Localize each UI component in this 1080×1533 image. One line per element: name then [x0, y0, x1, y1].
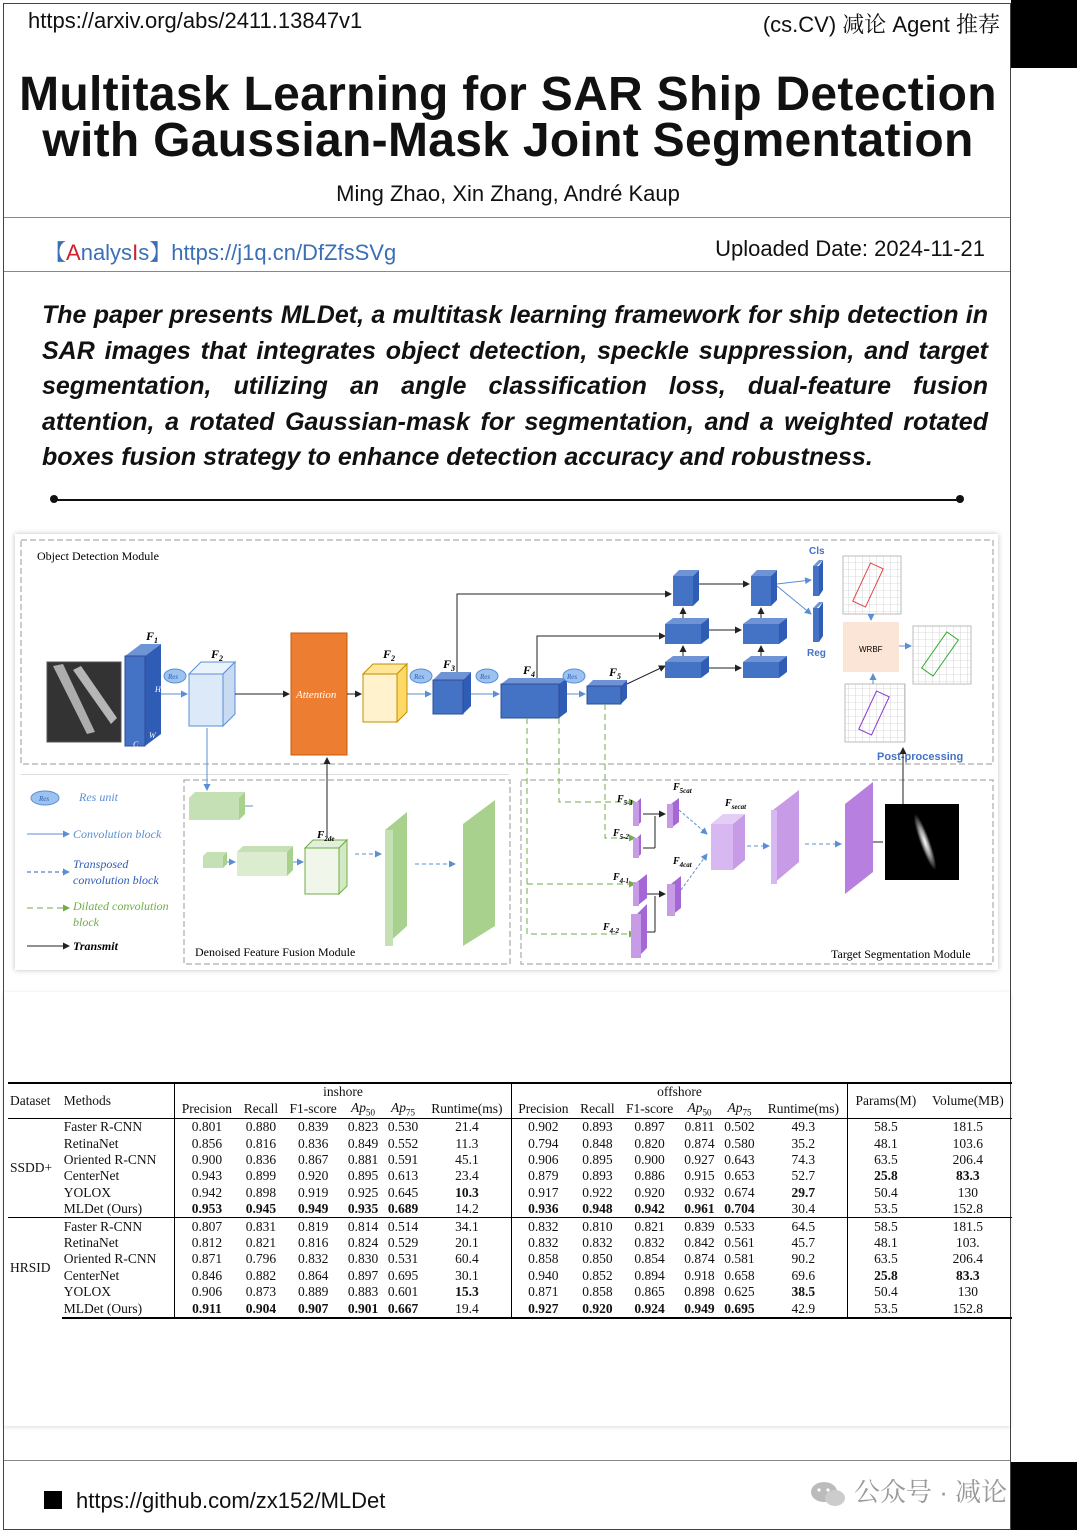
svg-text:Convolution block: Convolution block: [73, 827, 162, 841]
f2-feature-block: [189, 647, 235, 726]
table-cell: 0.830: [347, 1251, 379, 1267]
table-cell: 130: [957, 1184, 978, 1200]
table-cell: 0.625: [724, 1284, 755, 1300]
title-line-2: with Gaussian-Mask Joint Segmentation: [42, 114, 974, 167]
table-cell: 0.533: [719, 1218, 759, 1235]
table-cell: 0.836: [245, 1152, 277, 1168]
table-cell: 0.900: [191, 1152, 223, 1168]
svg-text:Transmit: Transmit: [73, 939, 118, 953]
table-cell: 0.530: [383, 1119, 423, 1136]
table-cell: 0.906: [191, 1284, 223, 1300]
table-cell: 0.883: [347, 1284, 379, 1300]
table-cell: 0.880: [239, 1119, 284, 1136]
table-cell: 0.653: [724, 1168, 755, 1184]
table-cell: 0.881: [347, 1152, 379, 1168]
table-row: [8, 1185, 1012, 1201]
table-cell: 83.3: [956, 1168, 980, 1184]
paper-authors: Ming Zhao, Xin Zhang, André Kaup: [336, 181, 680, 206]
table-cell: 0.924: [620, 1300, 680, 1317]
table-cell: 0.850: [582, 1251, 613, 1267]
github-url[interactable]: https://github.com/zx152/MLDet: [76, 1488, 386, 1513]
svg-text:convolution block: convolution block: [73, 873, 159, 887]
table-row: [8, 1201, 1012, 1218]
svg-text:Res: Res: [39, 795, 50, 803]
f5-feature-block: [587, 665, 627, 704]
table-cell: 0.900: [634, 1152, 665, 1168]
table-cell: 0.816: [297, 1235, 329, 1250]
table-cell: 0.831: [239, 1218, 284, 1235]
table-cell: 0.927: [684, 1152, 715, 1168]
table-cell: 0.674: [724, 1184, 755, 1200]
architecture-figure: [15, 534, 998, 970]
table-cell: 0.814: [343, 1218, 383, 1235]
table-cell: 0.821: [620, 1218, 680, 1235]
subheader-offshore-5: Runtime(ms): [759, 1100, 847, 1118]
table-cell: 0.911: [175, 1300, 239, 1317]
table-cell: 15.3: [423, 1284, 511, 1300]
method-name: Faster R-CNN: [62, 1119, 175, 1136]
table-cell: 0.643: [724, 1152, 755, 1168]
table-row: [8, 1119, 1012, 1136]
svg-text:C: C: [133, 740, 139, 749]
table-cell: 0.898: [245, 1184, 277, 1200]
table-cell: 0.893: [575, 1119, 620, 1136]
category-label: (cs.CV) 减论 Agent 推荐: [762, 12, 1000, 37]
table-cell: 0.867: [297, 1152, 329, 1168]
segmentation-module-label: Target Segmentation Module: [831, 947, 971, 961]
svg-text:block: block: [73, 915, 99, 929]
table-cell: 0.953: [191, 1201, 223, 1217]
table-cell: 58.5: [848, 1218, 924, 1235]
table-cell: 0.906: [528, 1152, 559, 1168]
svg-text:F1: $F_1$: [146, 629, 159, 645]
table-cell: 103.: [956, 1235, 980, 1250]
method-name: YOLOX: [62, 1185, 175, 1201]
table-cell: 29.7: [759, 1185, 847, 1201]
table-cell: 25.8: [874, 1267, 898, 1283]
table-cell: 0.942: [634, 1201, 665, 1217]
table-cell: 0.832: [511, 1218, 575, 1235]
divider-dot-left: [50, 495, 58, 503]
table-cell: 0.816: [245, 1135, 277, 1151]
table-cell: 0.935: [347, 1201, 379, 1217]
grid-cls: [843, 556, 901, 614]
subheader-inshore-2: F1-score: [283, 1100, 343, 1118]
table-cell: 0.894: [634, 1267, 665, 1283]
dataset-name: HRSID: [8, 1218, 62, 1318]
table-cell: 152.8: [924, 1300, 1012, 1317]
f2-prime-feature-block: [363, 647, 407, 722]
table-cell: 58.5: [848, 1119, 924, 1136]
table-cell: 52.7: [759, 1168, 847, 1184]
table-cell: 34.1: [423, 1218, 511, 1235]
table-cell: 0.864: [297, 1267, 329, 1283]
table-cell: 0.895: [582, 1152, 613, 1168]
rule-1: [4, 217, 1010, 218]
table-cell: 0.848: [582, 1135, 613, 1151]
table-cell: 74.3: [759, 1152, 847, 1168]
table-cell: 206.4: [952, 1251, 984, 1267]
corner-tab-bottom: [1011, 1462, 1077, 1530]
table-cell: 0.531: [387, 1251, 419, 1267]
svg-text:Res: Res: [480, 673, 491, 681]
table-cell: 0.824: [347, 1235, 379, 1250]
svg-text:Dilated convolution: Dilated convolution: [73, 899, 169, 913]
table-cell: 0.897: [347, 1267, 379, 1283]
table-cell: 30.4: [759, 1201, 847, 1218]
table-cell: 0.915: [684, 1168, 715, 1184]
svg-text:Res unit: Res unit: [79, 790, 118, 804]
section-divider: [54, 499, 960, 501]
table-cell: 35.2: [759, 1135, 847, 1151]
results-table-panel: [4, 992, 1010, 1426]
table-cell: 0.695: [387, 1267, 419, 1283]
svg-text:Reg: Reg: [807, 648, 826, 659]
table-cell: 0.893: [582, 1168, 613, 1184]
table-cell: 0.943: [191, 1168, 223, 1184]
table-cell: 0.871: [191, 1251, 223, 1267]
table-cell: 50.4: [874, 1284, 898, 1300]
table-cell: 0.689: [387, 1201, 419, 1217]
table-cell: 0.907: [283, 1300, 343, 1317]
detection-module-label: Object Detection Module: [37, 549, 159, 563]
table-row: [8, 1152, 1012, 1168]
table-cell: 0.794: [528, 1135, 559, 1151]
table-cell: 0.948: [582, 1201, 613, 1217]
table-cell: 0.514: [383, 1218, 423, 1235]
svg-text:Transposed: Transposed: [73, 857, 129, 871]
table-row: [8, 1251, 1012, 1267]
method-name: MLDet (Ours): [62, 1300, 175, 1317]
detection-head-blocks: [665, 570, 787, 678]
table-cell: 0.918: [684, 1267, 715, 1283]
method-name: CenterNet: [62, 1268, 175, 1284]
table-cell: 0.832: [297, 1251, 329, 1267]
table-cell: 0.849: [347, 1135, 379, 1151]
method-name: MLDet (Ours): [62, 1201, 175, 1218]
svg-text:F5-1: $F_{5-1}$: [617, 794, 634, 807]
subheader-inshore-4: $Ap_{75}$: [383, 1100, 423, 1118]
table-row: [8, 1268, 1012, 1284]
table-cell: 0.704: [724, 1201, 755, 1217]
table-cell: 0.832: [528, 1235, 559, 1250]
table-cell: 0.601: [387, 1284, 419, 1300]
segmentation-blocks: [631, 782, 873, 958]
table-cell: 0.667: [383, 1300, 423, 1317]
svg-text:F2: $F_2$: [211, 647, 224, 663]
method-name: Faster R-CNN: [62, 1218, 175, 1235]
table-cell: 0.819: [283, 1218, 343, 1235]
table-cell: 0.886: [634, 1168, 665, 1184]
group-offshore: offshore: [511, 1083, 847, 1100]
table-cell: 0.902: [511, 1119, 575, 1136]
table-cell: 0.897: [620, 1119, 680, 1136]
wechat-icon: [810, 1481, 846, 1507]
table-cell: 0.927: [511, 1300, 575, 1317]
table-cell: 53.5: [874, 1201, 898, 1217]
table-cell: 0.949: [679, 1300, 719, 1317]
table-cell: 0.932: [684, 1184, 715, 1200]
table-cell: 0.839: [283, 1119, 343, 1136]
fusion-blocks: [189, 792, 495, 946]
table-cell: 25.8: [874, 1168, 898, 1184]
table-cell: 0.502: [719, 1119, 759, 1136]
table-cell: 0.836: [297, 1135, 329, 1151]
table-cell: 0.796: [245, 1251, 277, 1267]
table-cell: 0.919: [297, 1184, 329, 1200]
table-cell: 0.613: [387, 1168, 419, 1184]
table-cell: 14.2: [423, 1201, 511, 1218]
table-cell: 83.3: [956, 1267, 980, 1283]
divider-dot-right: [956, 495, 964, 503]
svg-text:WRBF: WRBF: [859, 645, 883, 654]
table-cell: 0.904: [239, 1300, 284, 1317]
f3-feature-block: [433, 657, 471, 714]
svg-text:F5cat: $F_{5cat}$: [673, 782, 692, 795]
svg-text:Attention: Attention: [296, 689, 337, 701]
table-cell: 0.856: [191, 1135, 223, 1151]
table-cell: 181.5: [924, 1119, 1012, 1136]
table-cell: 0.645: [387, 1184, 419, 1200]
corner-tab-top: [1011, 0, 1077, 68]
table-cell: 10.3: [423, 1185, 511, 1201]
svg-text:F3: $F_3$: [443, 657, 456, 673]
f1-feature-block: [125, 629, 162, 749]
table-cell: 48.1: [874, 1235, 898, 1250]
table-cell: 0.942: [191, 1184, 223, 1200]
table-cell: 0.561: [724, 1235, 755, 1250]
table-cell: 0.873: [245, 1284, 277, 1300]
table-cell: 53.5: [848, 1300, 924, 1317]
table-cell: 0.832: [582, 1235, 613, 1250]
analysis-link[interactable]: 【AnalysIs】https://j1q.cn/DfZfsSVg: [44, 240, 397, 265]
abstract-summary: The paper presents MLDet, a multitask learning framework for ship detection in SAR images that integrates object detection, speckle suppression, and target segmentation, utilizing an angle classification loss, dual-feature fusion attention, a rotated Gaussian-mask for segmentation, and a weighted rotated boxes fusion strategy to enhance detection accuracy and robustness.: [42, 301, 988, 472]
table-cell: 0.925: [347, 1184, 379, 1200]
svg-text:Res: Res: [168, 673, 179, 681]
table-cell: 0.917: [528, 1184, 559, 1200]
uploaded-date: Uploaded Date: 2024-11-21: [715, 236, 985, 261]
title-line-1: Multitask Learning for SAR Ship Detection: [19, 68, 997, 121]
table-cell: 0.882: [245, 1267, 277, 1283]
svg-text:Res: Res: [414, 673, 425, 681]
table-cell: 0.922: [582, 1184, 613, 1200]
method-name: RetinaNet: [62, 1235, 175, 1251]
table-cell: 0.552: [387, 1135, 419, 1151]
table-cell: 0.920: [297, 1168, 329, 1184]
table-cell: 0.839: [679, 1218, 719, 1235]
table-cell: 23.4: [423, 1168, 511, 1184]
table-cell: 130: [957, 1284, 978, 1300]
table-cell: 60.4: [423, 1251, 511, 1267]
table-cell: 63.5: [874, 1152, 898, 1168]
fusion-module-label: Denoised Feature Fusion Module: [195, 945, 356, 959]
svg-text:W: W: [149, 731, 156, 740]
table-cell: 19.4: [423, 1300, 511, 1317]
table-cell: 42.9: [759, 1300, 847, 1317]
dataset-name: SSDD+: [8, 1119, 62, 1218]
table-cell: 0.591: [387, 1152, 419, 1168]
table-cell: 0.695: [719, 1300, 759, 1317]
svg-text:Res: Res: [567, 673, 578, 681]
svg-text:F2de: $F_{2de}$: [317, 829, 335, 843]
table-cell: 0.920: [575, 1300, 620, 1317]
table-cell: 0.852: [582, 1267, 613, 1283]
results-table: [8, 1082, 1012, 1319]
subheader-inshore-3: $Ap_{50}$: [343, 1100, 383, 1118]
table-cell: 0.854: [634, 1251, 665, 1267]
subheader-offshore-4: $Ap_{75}$: [719, 1100, 759, 1118]
table-cell: 181.5: [924, 1218, 1012, 1235]
table-cell: 0.865: [634, 1284, 665, 1300]
table-row: [8, 1135, 1012, 1151]
table-cell: 0.961: [684, 1201, 715, 1217]
svg-text:F5: $F_5$: [609, 665, 622, 681]
table-cell: 69.6: [759, 1268, 847, 1284]
table-cell: 0.821: [245, 1235, 277, 1250]
table-cell: 0.846: [191, 1267, 223, 1283]
square-icon: [44, 1491, 62, 1509]
method-name: Oriented R-CNN: [62, 1251, 175, 1267]
method-name: RetinaNet: [62, 1135, 175, 1151]
table-cell: 0.823: [343, 1119, 383, 1136]
table-cell: 206.4: [952, 1152, 984, 1168]
table-cell: 0.920: [634, 1184, 665, 1200]
table-cell: 0.936: [528, 1201, 559, 1217]
svg-text:Post-processing: Post-processing: [877, 751, 964, 763]
table-cell: 0.529: [387, 1235, 419, 1250]
wechat-watermark: 公众号 · 减论: [810, 1472, 1007, 1509]
table-cell: 64.5: [759, 1218, 847, 1235]
subheader-offshore-3: $Ap_{50}$: [679, 1100, 719, 1118]
table-row: [8, 1168, 1012, 1184]
svg-text:F4cat: $F_{4cat}$: [673, 856, 692, 869]
table-cell: 0.812: [191, 1235, 223, 1250]
arxiv-url[interactable]: https://arxiv.org/abs/2411.13847v1: [28, 8, 363, 33]
table-cell: 0.901: [343, 1300, 383, 1317]
method-name: Oriented R-CNN: [62, 1152, 175, 1168]
table-cell: 20.1: [423, 1235, 511, 1251]
table-cell: 48.1: [874, 1135, 898, 1151]
table-cell: 63.5: [874, 1251, 898, 1267]
sar-input-image: [47, 662, 121, 742]
cls-reg-heads: [813, 560, 823, 642]
subheader-offshore-0: Precision: [511, 1100, 575, 1118]
table-cell: 0.874: [684, 1251, 715, 1267]
table-cell: 0.879: [528, 1168, 559, 1184]
table-cell: 0.832: [634, 1235, 665, 1250]
subheader-inshore-0: Precision: [175, 1100, 239, 1118]
table-cell: 0.895: [347, 1168, 379, 1184]
group-inshore: inshore: [175, 1083, 511, 1100]
col-params: Params(M): [855, 1093, 917, 1109]
f4-feature-block: [501, 663, 567, 718]
paper-title: [10, 68, 1006, 167]
col-volume: Volume(MB): [931, 1093, 1004, 1109]
table-cell: 0.945: [245, 1201, 277, 1217]
rule-3: [4, 1460, 1010, 1461]
table-cell: 45.7: [759, 1235, 847, 1251]
table-row: [8, 1235, 1012, 1251]
svg-text:F4-1: $F_{4-1}$: [613, 872, 630, 885]
table-cell: 152.8: [952, 1201, 984, 1217]
table-cell: 49.3: [759, 1119, 847, 1136]
github-footer[interactable]: [44, 1488, 385, 1514]
subheader-inshore-1: Recall: [239, 1100, 284, 1118]
table-cell: 0.658: [724, 1267, 755, 1283]
svg-text:F4-2: $F_{4-2}$: [603, 922, 620, 935]
svg-text:Fsecat: $F_{secat}$: [725, 798, 747, 811]
method-name: YOLOX: [62, 1284, 175, 1300]
table-cell: 0.940: [528, 1267, 559, 1283]
table-cell: 30.1: [423, 1268, 511, 1284]
method-name: CenterNet: [62, 1168, 175, 1184]
table-cell: 0.810: [575, 1218, 620, 1235]
table-cell: 0.811: [679, 1119, 719, 1136]
table-cell: 0.801: [175, 1119, 239, 1136]
table-cell: 11.3: [423, 1135, 511, 1151]
table-cell: 45.1: [423, 1152, 511, 1168]
table-cell: 0.807: [175, 1218, 239, 1235]
table-cell: 0.842: [684, 1235, 715, 1250]
table-cell: 0.858: [582, 1284, 613, 1300]
rule-2: [4, 271, 1010, 272]
svg-text:F2: $F_2$: [383, 647, 396, 663]
svg-text:Cls: Cls: [809, 546, 825, 557]
architecture-diagram: [15, 534, 998, 970]
subheader-offshore-2: F1-score: [620, 1100, 680, 1118]
col-dataset: Dataset: [10, 1093, 51, 1109]
table-cell: 0.874: [684, 1135, 715, 1151]
grid-fused: [913, 626, 971, 684]
table-cell: 21.4: [423, 1119, 511, 1136]
grid-reg: [845, 684, 905, 742]
subheader-inshore-5: Runtime(ms): [423, 1100, 511, 1118]
table-cell: 0.898: [684, 1284, 715, 1300]
table-cell: 0.899: [245, 1168, 277, 1184]
table-cell: 50.4: [874, 1184, 898, 1200]
table-cell: 0.820: [634, 1135, 665, 1151]
svg-text:H: H: [155, 685, 161, 694]
svg-text:F5-2: $F_{5-2}$: [613, 828, 630, 841]
table-cell: 0.871: [528, 1284, 559, 1300]
table-row: [8, 1300, 1012, 1317]
table-row: [8, 1284, 1012, 1300]
subheader-offshore-1: Recall: [575, 1100, 620, 1118]
table-row: [8, 1218, 1012, 1235]
table-cell: 0.580: [724, 1135, 755, 1151]
table-cell: 90.2: [759, 1251, 847, 1267]
col-methods: Methods: [62, 1083, 175, 1119]
table-cell: 103.6: [952, 1135, 984, 1151]
table-cell: 0.889: [297, 1284, 329, 1300]
table-cell: 38.5: [759, 1284, 847, 1300]
table-cell: 0.858: [528, 1251, 559, 1267]
table-cell: 0.581: [724, 1251, 755, 1267]
svg-text:F4: $F_4$: [523, 663, 536, 679]
table-cell: 0.949: [297, 1201, 329, 1217]
